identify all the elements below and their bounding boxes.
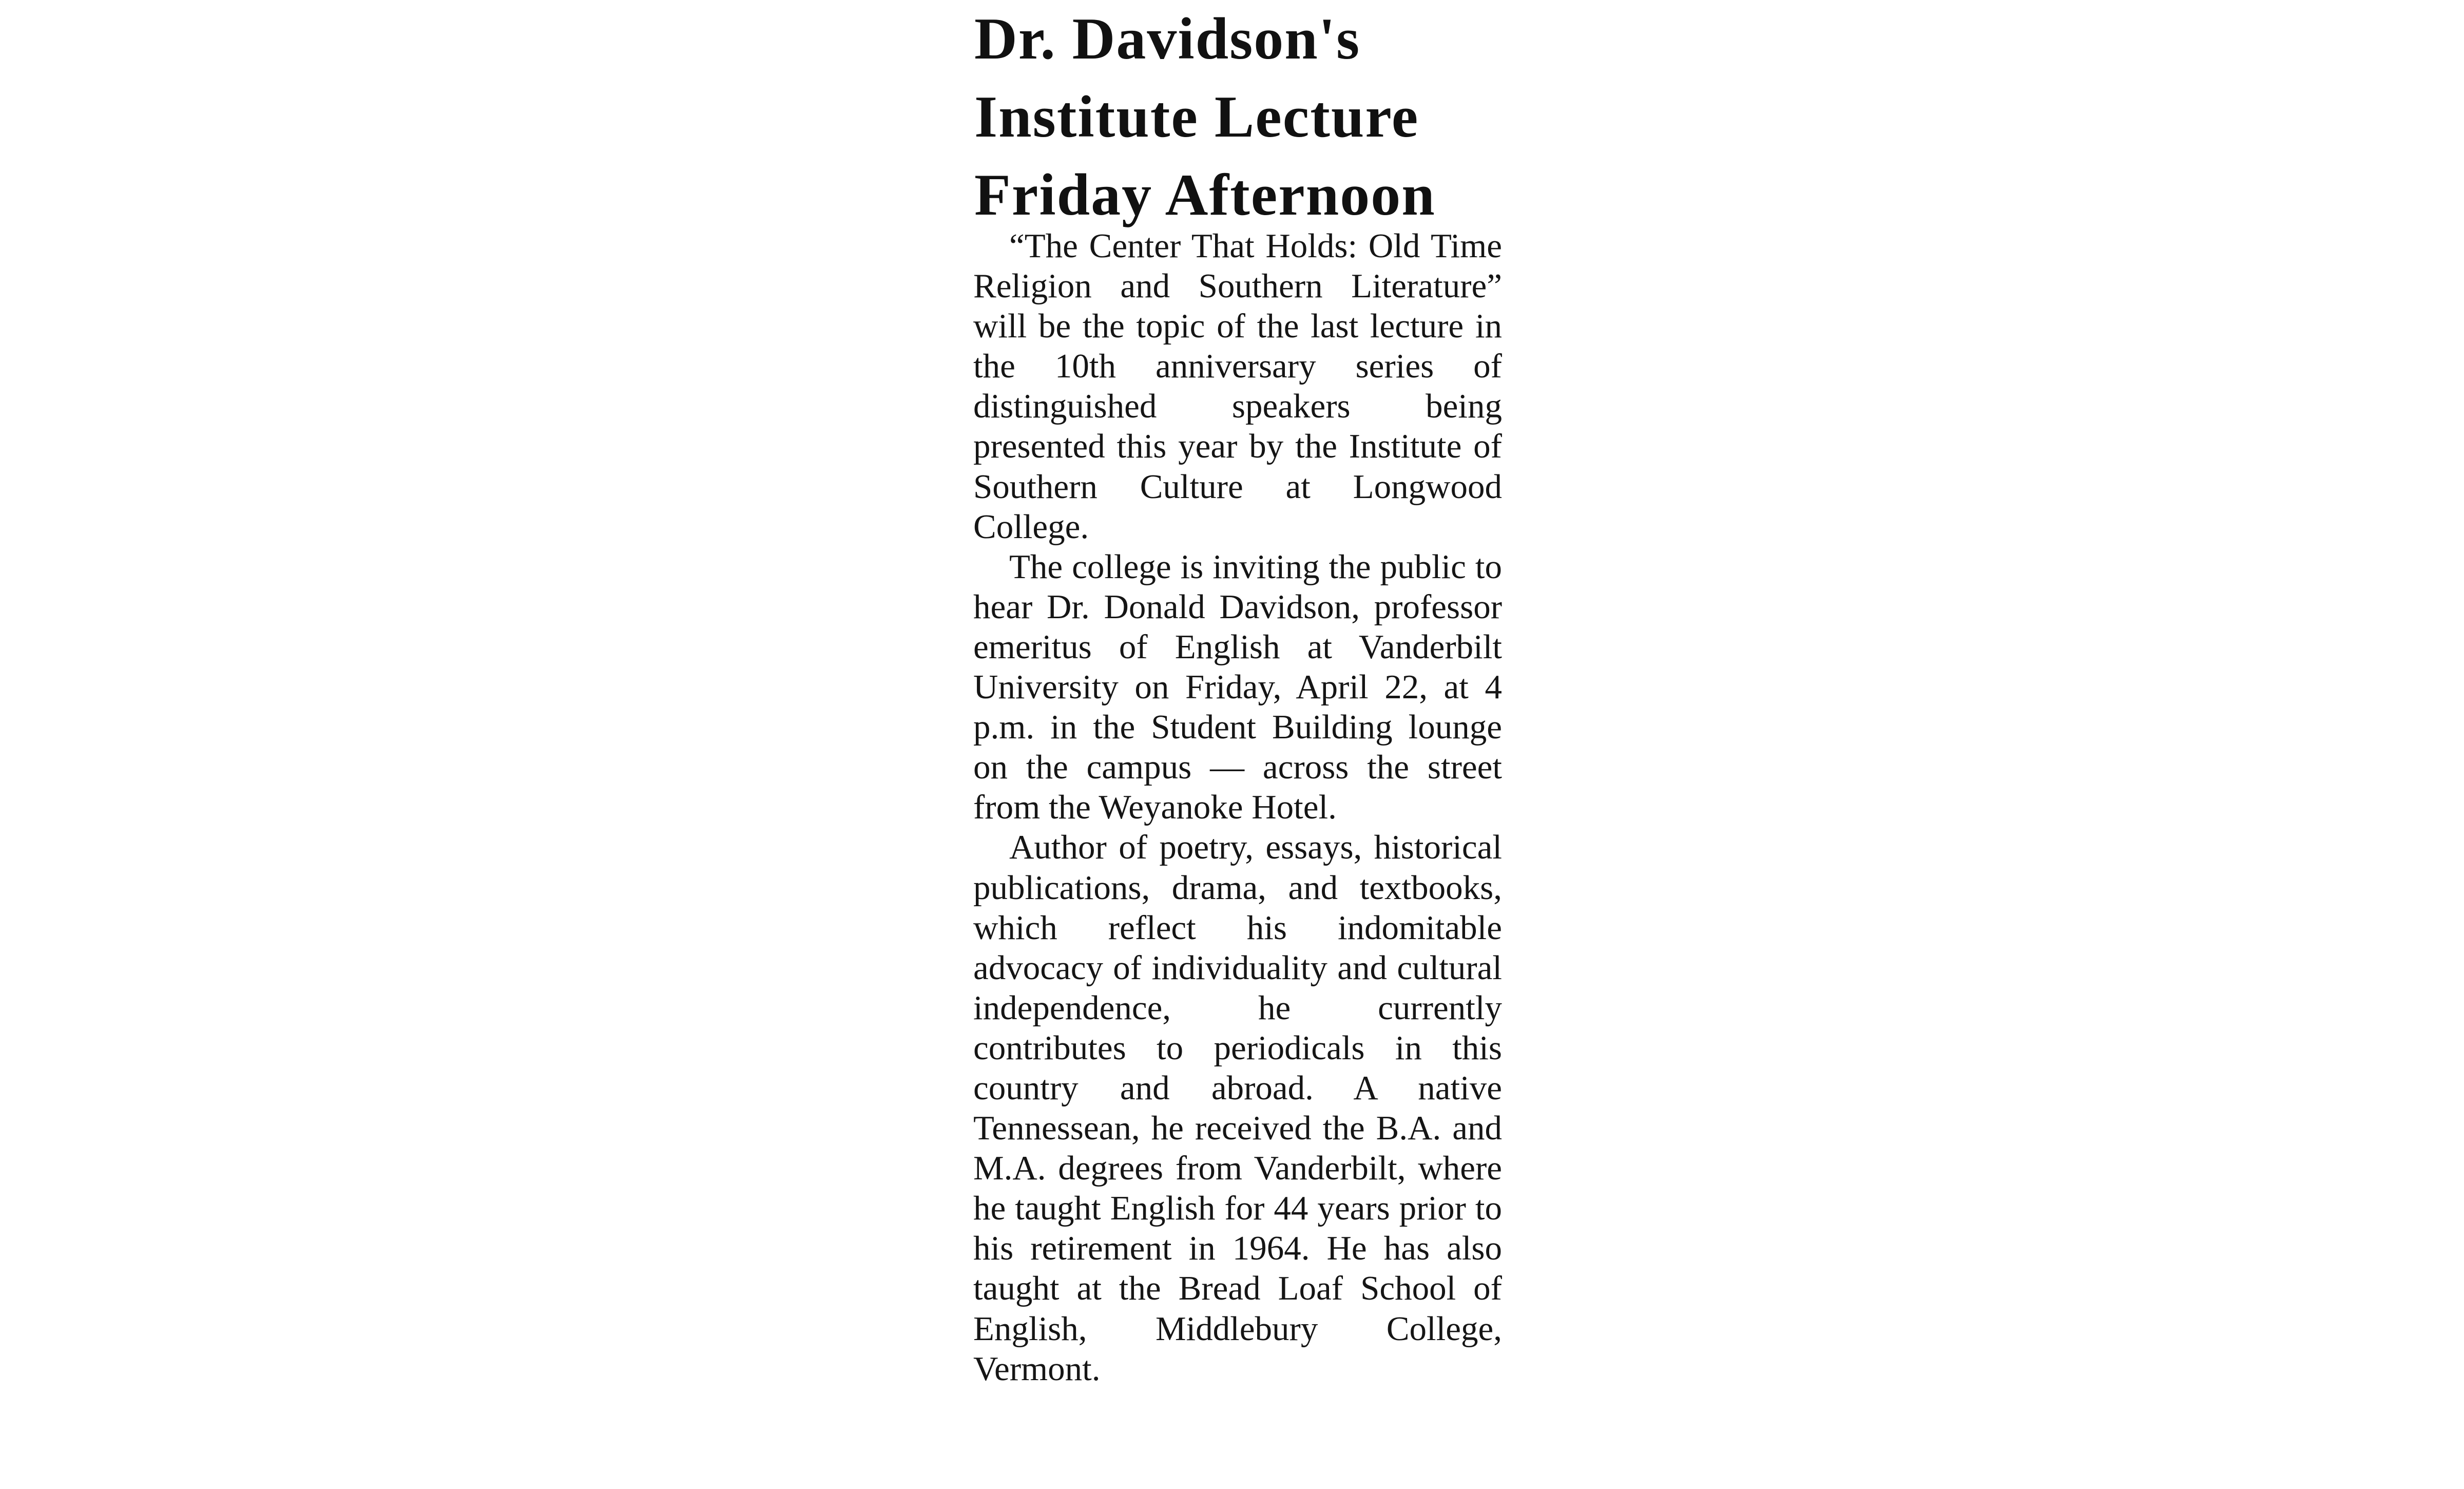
newspaper-clipping [969, 0, 1513, 1489]
article-paragraph-2: The college is inviting the public to hear Dr. Donald Davidson, professor emeritus of English at Vanderbilt University on Friday, April 22, at 4 p.m. in the Student Building lounge on the campus — across the street from the Weyanoke Hotel. [973, 547, 1502, 827]
headline-line-3: Friday Afternoon [974, 162, 1436, 228]
headline-line-1: Dr. Davidson's [974, 6, 1361, 72]
article-paragraph-3: Author of poetry, essays, historical publications, drama, and textbooks, which reflect his indomitable advocacy of individuality and cultural independence, he currently contributes to periodicals in this country and abroad. A native Tennessean, he received the B.A. and M.A. degrees from Vanderbilt, where he taught English for 44 years prior to his retirement in 1964. He has also taught at the Bread Loaf School of English, Middlebury College, Vermont. [973, 828, 1502, 1388]
article-paragraph-1: “The Center That Holds: Old Time Religion and Southern Literature” will be the topic of the last lecture in the 10th anniversary series of distinguished speakers being presented this year by the Institute of Southern Culture at Longwood College. [973, 227, 1502, 546]
article-headline [974, 0, 1508, 234]
headline-line-2: Institute Lecture [974, 84, 1419, 150]
article-body [973, 226, 1502, 1389]
